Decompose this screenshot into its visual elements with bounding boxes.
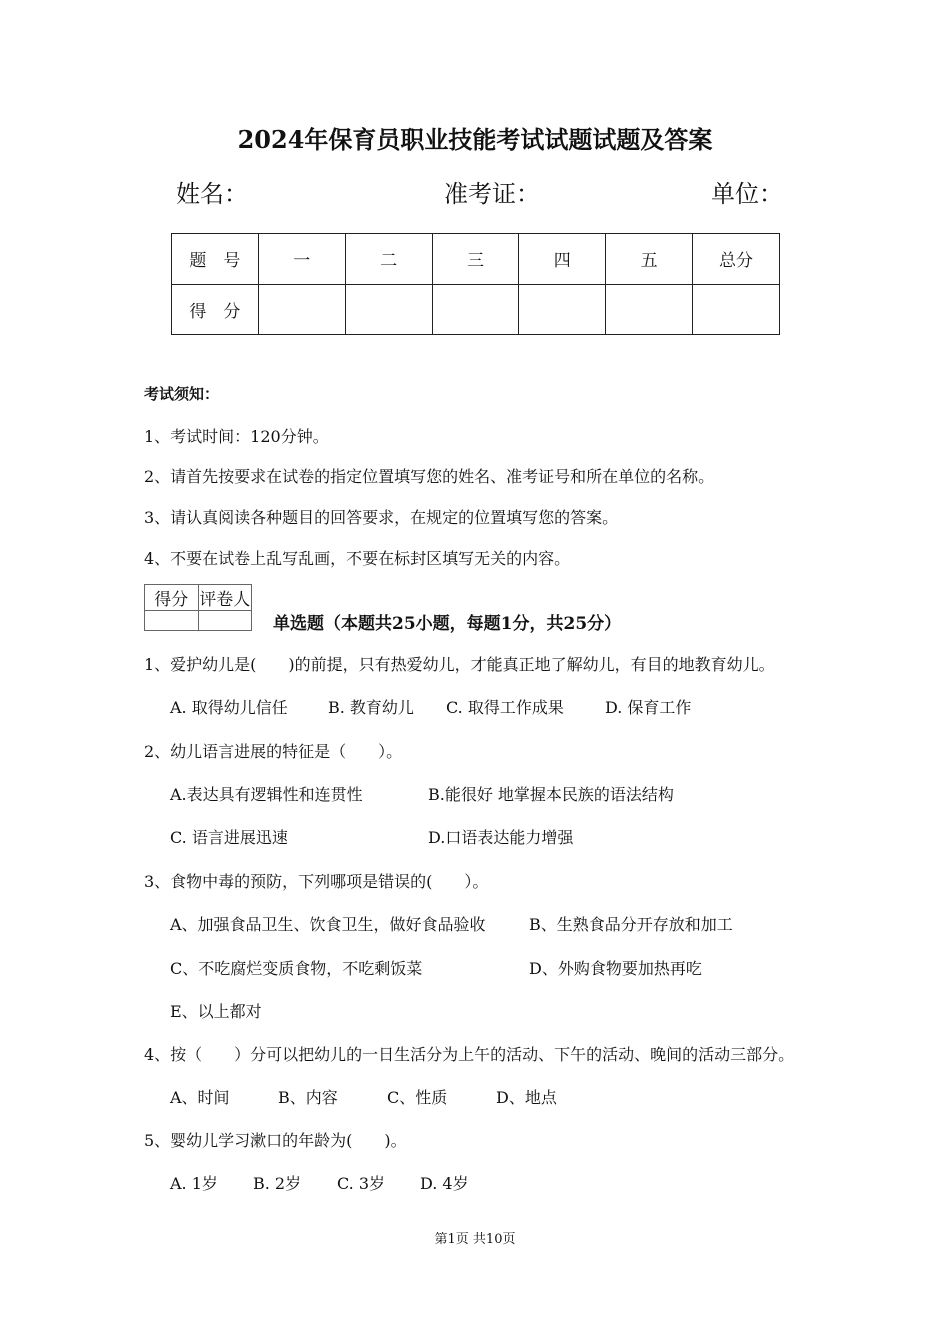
notice-item: 2、请首先按要求在试卷的指定位置填写您的姓名、准考证号和所在单位的名称。: [144, 467, 715, 486]
question-option[interactable]: B. 2岁: [253, 1174, 302, 1193]
page-footer: 第1页 共10页: [434, 1232, 516, 1247]
score-table-header-cell: 三: [432, 234, 519, 285]
score-table-header-row: [172, 234, 780, 285]
grader-box-score-label: 得分: [145, 585, 199, 611]
score-table-header-cell: 四: [519, 234, 606, 285]
grader-box-grader-label: 评卷人: [198, 585, 252, 611]
score-cell[interactable]: [258, 284, 345, 335]
section-title: 单选题（本题共25小题，每题1分，共25分）: [273, 614, 622, 634]
question-option[interactable]: D. 保育工作: [605, 698, 692, 717]
score-table-header-cell: 二: [345, 234, 432, 285]
notice-item: 1、考试时间：120分钟。: [144, 427, 329, 446]
notice-heading: 考试须知：: [144, 385, 220, 403]
question-option[interactable]: D、外购食物要加热再吃: [529, 959, 702, 978]
score-table: [171, 233, 780, 335]
question-option[interactable]: B、生熟食品分开存放和加工: [529, 915, 733, 934]
score-cell[interactable]: [606, 284, 693, 335]
question-option[interactable]: B.能很好 地掌握本民族的语法结构: [428, 785, 674, 804]
question-option[interactable]: A. 取得幼儿信任: [170, 698, 288, 717]
notice-item: 4、不要在试卷上乱写乱画，不要在标封区填写无关的内容。: [144, 549, 571, 568]
page-title: 2024年保育员职业技能考试试题试题及答案: [237, 125, 713, 154]
score-table-header-cell: 一: [258, 234, 345, 285]
question-option[interactable]: A. 1岁: [170, 1174, 218, 1193]
notice-item: 3、请认真阅读各种题目的回答要求，在规定的位置填写您的答案。: [144, 508, 619, 527]
score-table-row-label: 得 分: [172, 284, 259, 335]
question-option[interactable]: A、加强食品卫生、饮食卫生，做好食品验收: [170, 915, 486, 934]
score-table-header-cell: 总分: [693, 234, 780, 285]
question-option[interactable]: E、以上都对: [170, 1002, 262, 1021]
question-option[interactable]: C. 取得工作成果: [446, 698, 564, 717]
question-stem: 4、按（ ）分可以把幼儿的一日生活分为上午的活动、下午的活动、晚间的活动三部分。: [144, 1045, 795, 1064]
question-option[interactable]: C. 3岁: [337, 1174, 386, 1193]
question-option[interactable]: A.表达具有逻辑性和连贯性: [170, 785, 363, 804]
score-table-score-row: [172, 284, 780, 335]
question-stem: 5、婴幼儿学习漱口的年龄为( )。: [144, 1131, 407, 1150]
question-option[interactable]: D、地点: [496, 1088, 557, 1107]
question-option[interactable]: B、内容: [278, 1088, 338, 1107]
question-stem: 2、幼儿语言进展的特征是（ ）。: [144, 742, 403, 761]
score-table-header-cell: 题 号: [172, 234, 259, 285]
grader-box-score-cell[interactable]: [145, 611, 199, 631]
name-field-label: 姓名：: [176, 180, 248, 208]
score-cell[interactable]: [693, 284, 780, 335]
score-table-header-cell: 五: [606, 234, 693, 285]
grader-box: [144, 584, 252, 631]
question-option[interactable]: B. 教育幼儿: [328, 698, 414, 717]
question-option[interactable]: A、时间: [170, 1088, 230, 1107]
question-stem: 3、食物中毒的预防，下列哪项是错误的( ）。: [144, 872, 489, 891]
score-cell[interactable]: [432, 284, 519, 335]
score-cell[interactable]: [345, 284, 432, 335]
question-option[interactable]: C、性质: [387, 1088, 448, 1107]
score-cell[interactable]: [519, 284, 606, 335]
question-option[interactable]: D. 4岁: [420, 1174, 469, 1193]
question-stem: 1、爱护幼儿是( )的前提，只有热爱幼儿，才能真正地了解幼儿，有目的地教育幼儿。: [144, 655, 775, 674]
question-option[interactable]: D.口语表达能力增强: [428, 828, 574, 847]
grader-box-grader-cell[interactable]: [198, 611, 252, 631]
question-option[interactable]: C、不吃腐烂变质食物，不吃剩饭菜: [170, 959, 423, 978]
question-option[interactable]: C. 语言进展迅速: [170, 828, 288, 847]
exam-id-field-label: 准考证：: [444, 180, 540, 208]
unit-field-label: 单位：: [711, 180, 783, 208]
